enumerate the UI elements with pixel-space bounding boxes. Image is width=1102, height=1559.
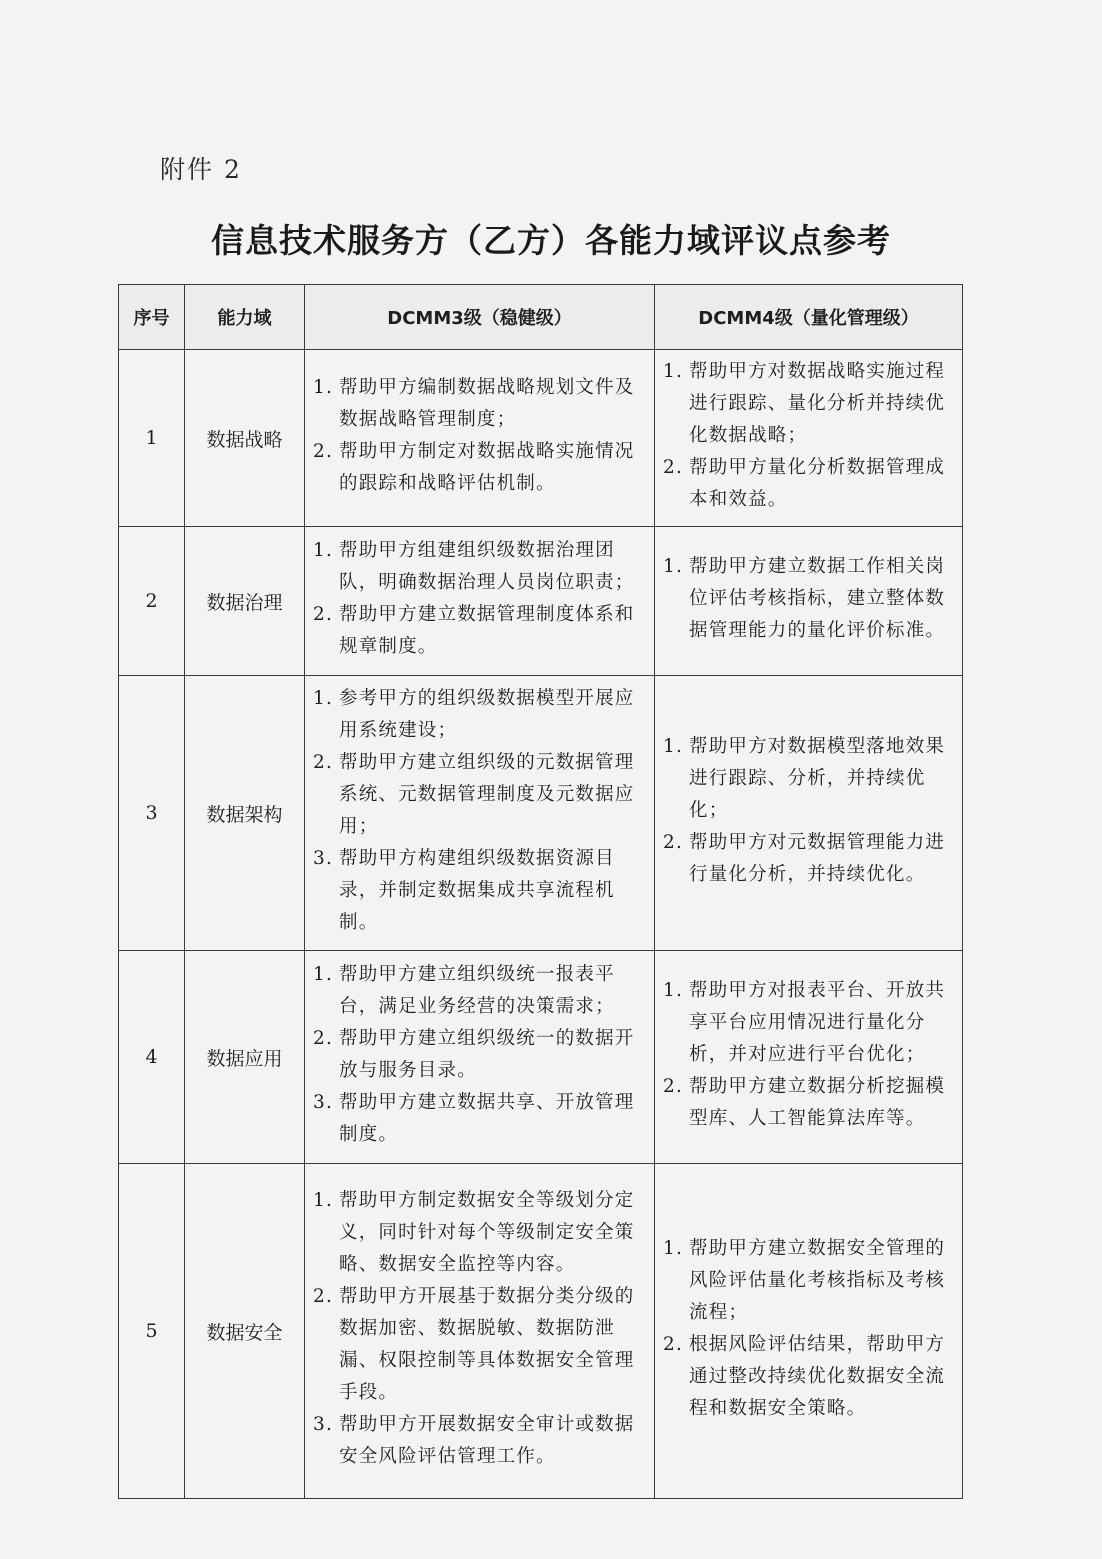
dcmm4-cell <box>655 951 963 1164</box>
row-domain: 数据应用 <box>185 951 305 1164</box>
row-domain: 数据治理 <box>185 527 305 676</box>
list-item: 3. 帮助甲方构建组织级数据资源目录，并制定数据集成共享流程机制。 <box>313 848 615 933</box>
list-item: 2. 帮助甲方建立组织级的元数据管理系统、元数据管理制度及元数据应用； <box>313 752 635 837</box>
attachment-label: 附件 2 <box>160 155 242 184</box>
dcmm4-cell <box>655 676 963 951</box>
list-item: 1. 帮助甲方组建组织级数据治理团队，明确数据治理人员岗位职责； <box>313 540 635 593</box>
list-item: 2. 帮助甲方制定对数据战略实施情况的跟踪和战略评估机制。 <box>313 441 635 494</box>
row-domain: 数据战略 <box>185 350 305 527</box>
list-item: 1. 帮助甲方建立组织级统一报表平台，满足业务经营的决策需求； <box>313 964 615 1017</box>
list-item: 2. 帮助甲方对元数据管理能力进行量化分析，并持续优化。 <box>663 832 946 885</box>
dcmm3-cell <box>305 527 655 676</box>
list-item: 1. 帮助甲方建立数据工作相关岗位评估考核指标，建立整体数据管理能力的量化评价标准。 <box>663 556 946 641</box>
list-item: 1. 帮助甲方制定数据安全等级划分定义，同时针对每个等级制定安全策略、数据安全监控等内容。 <box>313 1190 635 1275</box>
table-header-row <box>119 285 963 350</box>
table-row <box>119 676 963 951</box>
list-item: 2. 帮助甲方建立数据分析挖掘模型库、人工智能算法库等。 <box>663 1076 946 1129</box>
list-item: 2. 帮助甲方建立组织级统一的数据开放与服务目录。 <box>313 1028 635 1081</box>
document-title: 信息技术服务方（乙方）各能力域评议点参考 <box>211 221 891 260</box>
list-item: 2. 根据风险评估结果，帮助甲方通过整改持续优化数据安全流程和数据安全策略。 <box>663 1334 946 1419</box>
row-domain: 数据安全 <box>185 1164 305 1499</box>
dcmm4-cell <box>655 1164 963 1499</box>
list-item: 2. 帮助甲方量化分析数据管理成本和效益。 <box>663 457 946 510</box>
table-row <box>119 951 963 1164</box>
evaluation-table <box>118 284 963 1499</box>
column-header-dcmm4: DCMM4级（量化管理级） <box>655 285 963 350</box>
list-item: 1. 帮助甲方建立数据安全管理的风险评估量化考核指标及考核流程； <box>663 1238 946 1323</box>
dcmm3-cell <box>305 951 655 1164</box>
dcmm3-cell <box>305 676 655 951</box>
row-number: 5 <box>119 1164 185 1499</box>
list-item: 1. 帮助甲方对数据战略实施过程进行跟踪、量化分析并持续优化数据战略； <box>663 361 946 446</box>
dcmm4-cell <box>655 527 963 676</box>
dcmm4-cell <box>655 350 963 527</box>
list-item: 1. 参考甲方的组织级数据模型开展应用系统建设； <box>313 688 635 741</box>
table-row <box>119 350 963 527</box>
row-domain: 数据架构 <box>185 676 305 951</box>
table-row <box>119 527 963 676</box>
dcmm3-cell <box>305 350 655 527</box>
column-header-domain: 能力域 <box>185 285 305 350</box>
table-row <box>119 1164 963 1499</box>
list-item: 2. 帮助甲方建立数据管理制度体系和规章制度。 <box>313 604 635 657</box>
row-number: 3 <box>119 676 185 951</box>
row-number: 4 <box>119 951 185 1164</box>
row-number: 2 <box>119 527 185 676</box>
list-item: 3. 帮助甲方开展数据安全审计或数据安全风险评估管理工作。 <box>313 1414 635 1467</box>
list-item: 2. 帮助甲方开展基于数据分类分级的数据加密、数据脱敏、数据防泄漏、权限控制等具体数据安全管理手段。 <box>313 1286 635 1403</box>
column-header-num: 序号 <box>119 285 185 350</box>
column-header-dcmm3: DCMM3级（稳健级） <box>305 285 655 350</box>
row-number: 1 <box>119 350 185 527</box>
list-item: 1. 帮助甲方对报表平台、开放共享平台应用情况进行量化分析，并对应进行平台优化； <box>663 980 946 1065</box>
dcmm3-cell <box>305 1164 655 1499</box>
list-item: 1. 帮助甲方编制数据战略规划文件及数据战略管理制度； <box>313 377 635 430</box>
list-item: 3. 帮助甲方建立数据共享、开放管理制度。 <box>313 1092 635 1145</box>
list-item: 1. 帮助甲方对数据模型落地效果进行跟踪、分析，并持续优化； <box>663 736 946 821</box>
